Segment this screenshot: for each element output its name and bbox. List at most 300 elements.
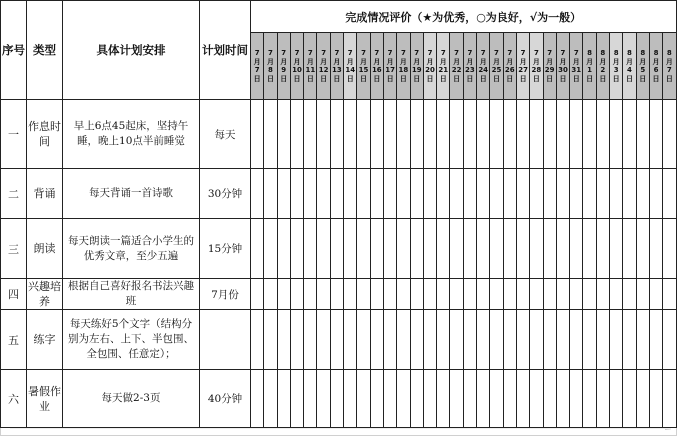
evaluation-cell[interactable] [516, 219, 529, 279]
evaluation-cell[interactable] [636, 169, 649, 219]
evaluation-cell[interactable] [490, 219, 503, 279]
date-day: 23 [465, 66, 475, 74]
evaluation-cell[interactable] [570, 100, 583, 169]
date-unit-d: 日 [559, 74, 567, 83]
evaluation-cell[interactable] [477, 100, 490, 169]
evaluation-cell[interactable] [516, 100, 529, 169]
evaluation-cell[interactable] [383, 100, 396, 169]
date-unit-d: 日 [479, 74, 487, 83]
evaluation-cell[interactable] [397, 370, 410, 428]
date-month: 7 [494, 49, 499, 57]
date-header-cell [423, 33, 436, 100]
date-unit-d: 日 [599, 74, 607, 83]
evaluation-cell[interactable] [370, 169, 383, 219]
evaluation-cell[interactable] [583, 100, 596, 169]
date-header-cell [357, 33, 370, 100]
row-type: 兴趣培养 [28, 280, 61, 308]
evaluation-cell[interactable] [649, 310, 662, 370]
evaluation-cell[interactable] [357, 100, 370, 169]
header-time: 计划时间 [200, 1, 251, 100]
evaluation-cell[interactable] [437, 169, 450, 219]
evaluation-cell[interactable] [251, 310, 264, 370]
evaluation-cell[interactable] [530, 310, 543, 370]
evaluation-cell[interactable] [503, 100, 516, 169]
date-day: 3 [613, 66, 619, 74]
evaluation-cell[interactable] [357, 310, 370, 370]
date-header-cell [251, 33, 264, 100]
date-day: 12 [318, 66, 329, 74]
evaluation-cell[interactable] [663, 169, 676, 219]
evaluation-cell[interactable] [344, 169, 357, 219]
evaluation-cell[interactable] [543, 219, 556, 279]
evaluation-cell[interactable] [556, 100, 569, 169]
date-day: 13 [332, 66, 342, 74]
evaluation-cell[interactable] [503, 219, 516, 279]
evaluation-cell[interactable] [304, 310, 317, 370]
evaluation-cell[interactable] [344, 100, 357, 169]
evaluation-cell[interactable] [490, 310, 503, 370]
evaluation-cell[interactable] [663, 100, 676, 169]
evaluation-cell[interactable] [503, 169, 516, 219]
evaluation-cell[interactable] [596, 310, 609, 370]
evaluation-cell[interactable] [623, 219, 636, 279]
evaluation-cell[interactable] [649, 100, 662, 169]
evaluation-cell[interactable] [317, 370, 330, 428]
date-header-cell [623, 33, 636, 100]
date-day: 6 [653, 66, 659, 74]
date-unit-m: 月 [399, 57, 407, 66]
evaluation-cell[interactable] [583, 169, 596, 219]
date-unit-m: 月 [453, 57, 461, 66]
date-header-cell [503, 33, 516, 100]
evaluation-cell[interactable] [596, 219, 609, 279]
date-day: 10 [292, 66, 302, 74]
evaluation-cell[interactable] [623, 279, 636, 310]
evaluation-cell[interactable] [477, 370, 490, 428]
evaluation-cell[interactable] [663, 370, 676, 428]
date-month: 7 [414, 49, 420, 57]
evaluation-cell[interactable] [397, 100, 410, 169]
date-day: 4 [627, 66, 632, 74]
evaluation-cell[interactable] [583, 219, 596, 279]
date-day: 11 [305, 66, 316, 74]
evaluation-cell[interactable] [477, 169, 490, 219]
evaluation-cell[interactable] [477, 310, 490, 370]
evaluation-cell[interactable] [583, 310, 596, 370]
evaluation-cell[interactable] [649, 370, 662, 428]
evaluation-cell[interactable] [623, 370, 636, 428]
evaluation-cell[interactable] [423, 370, 436, 428]
evaluation-cell[interactable] [463, 219, 476, 279]
evaluation-cell[interactable] [543, 169, 556, 219]
evaluation-cell[interactable] [264, 310, 277, 370]
date-unit-m: 月 [439, 57, 447, 66]
header-row-1 [1, 1, 677, 33]
evaluation-cell[interactable] [543, 100, 556, 169]
evaluation-cell[interactable] [596, 279, 609, 310]
evaluation-cell[interactable] [530, 279, 543, 310]
date-header-cell [663, 33, 676, 100]
evaluation-cell[interactable] [344, 279, 357, 310]
date-unit-d: 日 [639, 74, 647, 83]
evaluation-cell[interactable] [277, 370, 290, 428]
evaluation-cell[interactable] [330, 169, 343, 219]
evaluation-cell[interactable] [304, 279, 317, 310]
evaluation-cell[interactable] [530, 219, 543, 279]
evaluation-cell[interactable] [596, 169, 609, 219]
row-index: 五 [1, 310, 27, 370]
evaluation-cell[interactable] [357, 219, 370, 279]
evaluation-cell[interactable] [450, 310, 463, 370]
evaluation-cell[interactable] [264, 100, 277, 169]
evaluation-cell[interactable] [649, 219, 662, 279]
plan-row [1, 219, 677, 279]
date-day: 18 [398, 66, 409, 74]
row-plan: 每天朗读一篇适合小学生的优秀文章，至少五遍 [63, 219, 200, 279]
evaluation-cell[interactable] [370, 100, 383, 169]
evaluation-cell[interactable] [423, 310, 436, 370]
evaluation-cell[interactable] [663, 279, 676, 310]
evaluation-cell[interactable] [251, 169, 264, 219]
evaluation-cell[interactable] [503, 370, 516, 428]
date-unit-d: 日 [625, 74, 633, 83]
evaluation-cell[interactable] [277, 279, 290, 310]
date-unit-d: 日 [253, 74, 261, 83]
evaluation-cell[interactable] [330, 279, 343, 310]
date-month: 8 [640, 49, 646, 57]
evaluation-cell[interactable] [543, 370, 556, 428]
evaluation-cell[interactable] [423, 219, 436, 279]
evaluation-cell[interactable] [503, 310, 516, 370]
evaluation-cell[interactable] [437, 310, 450, 370]
date-day: 30 [558, 66, 568, 74]
date-unit-m: 月 [492, 57, 500, 66]
evaluation-cell[interactable] [477, 279, 490, 310]
evaluation-cell[interactable] [583, 279, 596, 310]
date-day: 15 [358, 66, 369, 74]
evaluation-cell[interactable] [556, 310, 569, 370]
evaluation-cell[interactable] [290, 279, 303, 310]
evaluation-cell[interactable] [370, 310, 383, 370]
evaluation-cell[interactable] [623, 169, 636, 219]
evaluation-cell[interactable] [410, 219, 423, 279]
evaluation-cell[interactable] [463, 370, 476, 428]
evaluation-cell[interactable] [277, 310, 290, 370]
evaluation-cell[interactable] [610, 370, 623, 428]
evaluation-cell[interactable] [370, 370, 383, 428]
date-month: 7 [547, 49, 553, 57]
date-day: 21 [438, 66, 449, 74]
evaluation-cell[interactable] [383, 370, 396, 428]
date-day: 7 [254, 66, 260, 74]
evaluation-cell[interactable] [397, 219, 410, 279]
date-unit-d: 日 [333, 74, 341, 83]
date-day: 26 [504, 66, 515, 74]
evaluation-cell[interactable] [636, 370, 649, 428]
evaluation-cell[interactable] [290, 370, 303, 428]
date-unit-d: 日 [652, 74, 660, 83]
date-unit-m: 月 [546, 57, 554, 66]
evaluation-cell[interactable] [317, 279, 330, 310]
date-unit-m: 月 [280, 57, 288, 66]
evaluation-cell[interactable] [251, 219, 264, 279]
evaluation-cell[interactable] [663, 310, 676, 370]
date-month: 7 [507, 49, 513, 57]
date-day: 29 [544, 66, 555, 74]
date-month: 7 [560, 49, 566, 57]
evaluation-cell[interactable] [397, 279, 410, 310]
date-month: 7 [454, 49, 460, 57]
evaluation-cell[interactable] [556, 169, 569, 219]
date-header-cell [463, 33, 476, 100]
row-time: 15分钟 [200, 219, 251, 279]
evaluation-cell[interactable] [251, 370, 264, 428]
evaluation-cell[interactable] [277, 100, 290, 169]
date-header-cell [410, 33, 423, 100]
evaluation-cell[interactable] [264, 169, 277, 219]
evaluation-cell[interactable] [636, 310, 649, 370]
evaluation-cell[interactable] [649, 169, 662, 219]
date-unit-d: 日 [346, 74, 354, 83]
evaluation-cell[interactable] [383, 219, 396, 279]
evaluation-cell[interactable] [423, 279, 436, 310]
evaluation-cell[interactable] [463, 279, 476, 310]
evaluation-cell[interactable] [383, 279, 396, 310]
date-header-cell [344, 33, 357, 100]
evaluation-cell[interactable] [623, 100, 636, 169]
evaluation-cell[interactable] [530, 100, 543, 169]
evaluation-cell[interactable] [570, 310, 583, 370]
evaluation-cell[interactable] [596, 100, 609, 169]
evaluation-cell[interactable] [370, 279, 383, 310]
evaluation-cell[interactable] [344, 370, 357, 428]
evaluation-cell[interactable] [397, 169, 410, 219]
date-unit-d: 日 [386, 74, 394, 83]
evaluation-cell[interactable] [570, 219, 583, 279]
evaluation-cell[interactable] [516, 279, 529, 310]
evaluation-cell[interactable] [610, 279, 623, 310]
date-unit-d: 日 [492, 74, 500, 83]
evaluation-cell[interactable] [663, 219, 676, 279]
evaluation-cell[interactable] [636, 219, 649, 279]
evaluation-cell[interactable] [304, 370, 317, 428]
date-header-cell [490, 33, 503, 100]
date-month: 7 [440, 49, 446, 57]
evaluation-cell[interactable] [410, 310, 423, 370]
evaluation-cell[interactable] [290, 310, 303, 370]
row-time: 30分钟 [200, 169, 251, 219]
date-unit-d: 日 [665, 74, 673, 83]
date-unit-m: 月 [346, 57, 354, 66]
evaluation-cell[interactable] [636, 100, 649, 169]
evaluation-cell[interactable] [317, 100, 330, 169]
date-unit-m: 月 [306, 57, 314, 66]
date-unit-d: 日 [439, 74, 447, 83]
evaluation-cell[interactable] [330, 370, 343, 428]
evaluation-cell[interactable] [357, 279, 370, 310]
evaluation-cell[interactable] [397, 310, 410, 370]
evaluation-cell[interactable] [290, 219, 303, 279]
evaluation-cell[interactable] [516, 310, 529, 370]
date-month: 7 [347, 49, 353, 57]
evaluation-cell[interactable] [410, 279, 423, 310]
evaluation-cell[interactable] [649, 279, 662, 310]
evaluation-cell[interactable] [304, 219, 317, 279]
date-header-cell [330, 33, 343, 100]
evaluation-cell[interactable] [516, 169, 529, 219]
date-month: 8 [653, 49, 659, 57]
evaluation-cell[interactable] [450, 100, 463, 169]
evaluation-cell[interactable] [383, 169, 396, 219]
date-header-cell [556, 33, 569, 100]
evaluation-cell[interactable] [410, 370, 423, 428]
date-day: 14 [345, 66, 356, 74]
evaluation-cell[interactable] [330, 100, 343, 169]
date-unit-d: 日 [586, 74, 594, 83]
evaluation-cell[interactable] [264, 279, 277, 310]
evaluation-cell[interactable] [516, 370, 529, 428]
evaluation-cell[interactable] [410, 100, 423, 169]
evaluation-cell[interactable] [543, 279, 556, 310]
date-day: 1 [587, 66, 592, 74]
evaluation-cell[interactable] [450, 279, 463, 310]
date-month: 7 [520, 49, 526, 57]
row-plan: 早上6点45起床，坚持午睡，晚上10点半前睡觉 [63, 100, 200, 169]
evaluation-cell[interactable] [370, 219, 383, 279]
date-unit-m: 月 [652, 57, 660, 66]
evaluation-cell[interactable] [317, 310, 330, 370]
evaluation-cell[interactable] [290, 100, 303, 169]
evaluation-cell[interactable] [610, 219, 623, 279]
date-header-cell [530, 33, 543, 100]
evaluation-cell[interactable] [490, 169, 503, 219]
evaluation-cell[interactable] [503, 279, 516, 310]
date-unit-m: 月 [665, 57, 673, 66]
date-month: 7 [387, 49, 393, 57]
evaluation-cell[interactable] [463, 310, 476, 370]
evaluation-cell[interactable] [383, 310, 396, 370]
evaluation-cell[interactable] [304, 100, 317, 169]
date-day: 8 [268, 66, 273, 74]
evaluation-cell[interactable] [530, 370, 543, 428]
evaluation-cell[interactable] [423, 100, 436, 169]
evaluation-cell[interactable] [344, 219, 357, 279]
evaluation-cell[interactable] [463, 169, 476, 219]
date-day: 19 [411, 66, 422, 74]
row-plan: 每天练好5个文字（结构分别为左右、上下、半包围、全包围、任意定）； [63, 310, 200, 370]
date-unit-m: 月 [506, 57, 514, 66]
date-month: 7 [374, 49, 380, 57]
evaluation-cell[interactable] [423, 169, 436, 219]
evaluation-cell[interactable] [437, 279, 450, 310]
date-header-cell [317, 33, 330, 100]
date-month: 7 [533, 49, 539, 57]
evaluation-cell[interactable] [357, 370, 370, 428]
date-unit-d: 日 [426, 74, 434, 83]
date-month: 8 [627, 49, 632, 57]
evaluation-cell[interactable] [490, 279, 503, 310]
evaluation-cell[interactable] [596, 370, 609, 428]
evaluation-cell[interactable] [450, 169, 463, 219]
evaluation-cell[interactable] [290, 169, 303, 219]
evaluation-cell[interactable] [317, 219, 330, 279]
evaluation-cell[interactable] [251, 100, 264, 169]
row-type: 朗读 [27, 219, 63, 279]
evaluation-cell[interactable] [610, 169, 623, 219]
date-unit-m: 月 [479, 57, 487, 66]
evaluation-cell[interactable] [490, 100, 503, 169]
evaluation-cell[interactable] [556, 279, 569, 310]
header-index: 序号 [1, 1, 27, 100]
date-month: 7 [361, 49, 366, 57]
date-header-cell [290, 33, 303, 100]
date-unit-d: 日 [399, 74, 407, 83]
evaluation-cell[interactable] [610, 310, 623, 370]
evaluation-cell[interactable] [543, 310, 556, 370]
evaluation-cell[interactable] [330, 219, 343, 279]
evaluation-cell[interactable] [330, 310, 343, 370]
date-day: 24 [478, 66, 489, 74]
evaluation-cell[interactable] [610, 100, 623, 169]
date-unit-m: 月 [360, 57, 368, 66]
row-plan: 每天背诵一首诗歌 [63, 169, 200, 219]
date-unit-d: 日 [546, 74, 554, 83]
evaluation-cell[interactable] [570, 370, 583, 428]
date-day: 25 [491, 66, 502, 74]
evaluation-cell[interactable] [556, 219, 569, 279]
row-index: 二 [1, 169, 27, 219]
evaluation-cell[interactable] [410, 169, 423, 219]
header-evaluation: 完成情况评价（★为优秀，○为良好，√为一般） [251, 1, 677, 33]
evaluation-cell[interactable] [317, 169, 330, 219]
evaluation-cell[interactable] [344, 310, 357, 370]
evaluation-cell[interactable] [277, 169, 290, 219]
evaluation-cell[interactable] [570, 169, 583, 219]
evaluation-cell[interactable] [357, 169, 370, 219]
date-month: 7 [573, 49, 579, 57]
date-unit-m: 月 [373, 57, 381, 66]
evaluation-cell[interactable] [450, 219, 463, 279]
evaluation-cell[interactable] [490, 370, 503, 428]
date-header-cell [649, 33, 662, 100]
row-type: 练字 [27, 310, 63, 370]
evaluation-cell[interactable] [477, 219, 490, 279]
date-month: 7 [467, 49, 473, 57]
date-month: 7 [281, 49, 287, 57]
evaluation-cell[interactable] [264, 219, 277, 279]
evaluation-cell[interactable] [570, 279, 583, 310]
evaluation-cell[interactable] [530, 169, 543, 219]
evaluation-cell[interactable] [277, 219, 290, 279]
evaluation-cell[interactable] [251, 279, 264, 310]
evaluation-cell[interactable] [437, 219, 450, 279]
date-unit-m: 月 [386, 57, 394, 66]
row-time [200, 310, 251, 370]
date-header-cell [450, 33, 463, 100]
evaluation-cell[interactable] [463, 100, 476, 169]
date-header-cell [264, 33, 277, 100]
evaluation-cell[interactable] [437, 370, 450, 428]
evaluation-cell[interactable] [623, 310, 636, 370]
evaluation-cell[interactable] [556, 370, 569, 428]
evaluation-cell[interactable] [304, 169, 317, 219]
evaluation-cell[interactable] [450, 370, 463, 428]
evaluation-cell[interactable] [437, 100, 450, 169]
evaluation-cell[interactable] [636, 279, 649, 310]
evaluation-cell[interactable] [264, 370, 277, 428]
date-month: 7 [307, 49, 313, 57]
evaluation-cell[interactable] [583, 370, 596, 428]
